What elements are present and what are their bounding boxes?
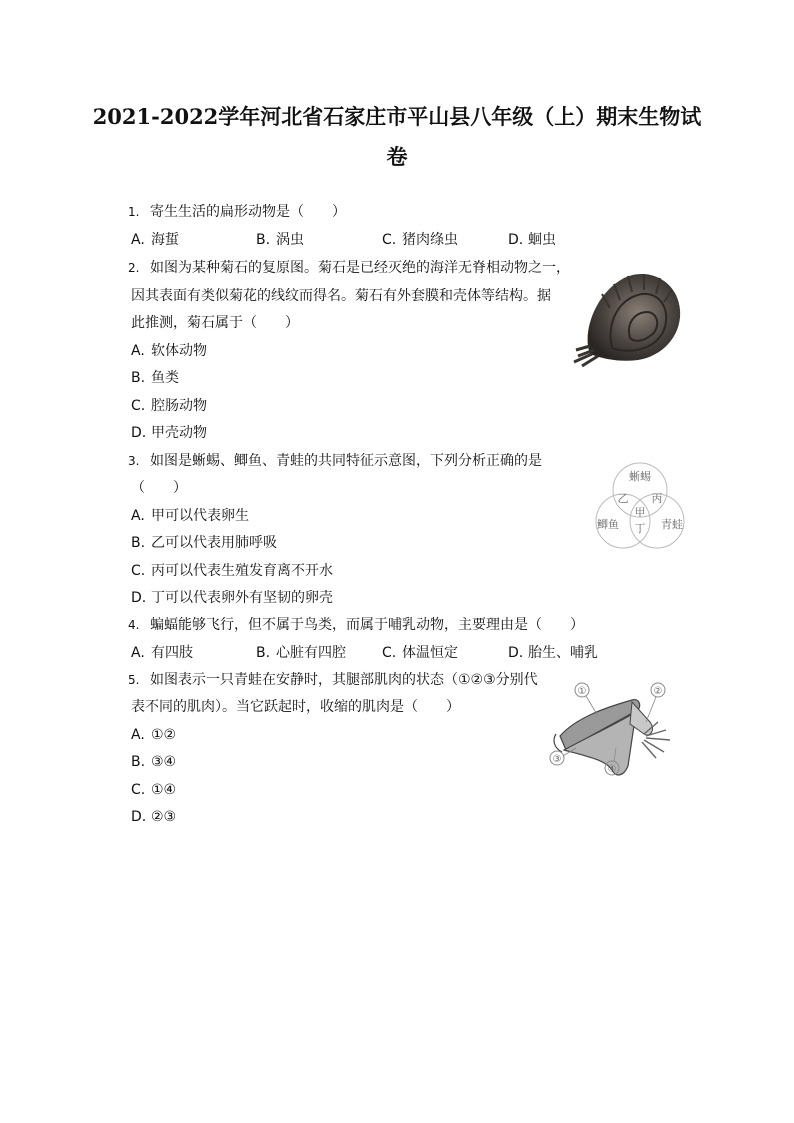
muscle-label-3: ③ [552, 754, 562, 765]
question-3-stem-line-1 [128, 451, 542, 471]
option-d[interactable]: D. 蛔虫 [508, 232, 556, 248]
venn-label-fish: 鲫鱼 [597, 518, 619, 531]
stem-text: 如图为某种菊石的复原图。菊石是已经灭绝的海洋无脊相动物之一， [150, 260, 570, 276]
question-number: 5. [128, 673, 140, 687]
question-4-stem [128, 615, 584, 635]
muscle-label-1: ① [577, 686, 587, 697]
question-5-stem-line-1 [128, 670, 538, 690]
option-c[interactable]: C. 猪肉绦虫 [382, 232, 458, 248]
option-c[interactable]: C. 体温恒定 [382, 645, 458, 661]
option-a[interactable]: A. 有四肢 [131, 645, 193, 661]
question-5-option-a[interactable]: A. ①② [131, 727, 177, 743]
venn-label-ding: 丁 [634, 522, 646, 535]
question-1-stem [128, 202, 346, 222]
question-2-option-c[interactable]: C. 腔肠动物 [131, 398, 207, 414]
option-b[interactable]: B. 心脏有四腔 [256, 645, 346, 661]
venn-label-yi: 乙 [617, 492, 629, 505]
venn-label-bing: 丙 [651, 492, 663, 505]
question-3-option-d[interactable]: D. 丁可以代表卵外有坚韧的卵壳 [131, 590, 333, 606]
question-2-option-d[interactable]: D. 甲壳动物 [131, 425, 207, 441]
stem-text: 蝙蝠能够飞行，但不属于鸟类，而属于哺乳动物，主要理由是（ ） [150, 617, 584, 633]
question-number: 1. [128, 205, 140, 219]
question-3-option-c[interactable]: C. 丙可以代表生殖发育离不开水 [131, 563, 333, 579]
frog-leg-muscle-figure [546, 678, 694, 790]
question-2-stem-line-1 [128, 258, 570, 278]
question-3-option-a[interactable]: A. 甲可以代表卵生 [131, 508, 249, 524]
option-b[interactable]: B. 涡虫 [256, 232, 304, 248]
question-3-option-b[interactable]: B. 乙可以代表用肺呼吸 [131, 535, 277, 551]
venn-label-frog: 青蛙 [661, 518, 683, 531]
question-5-option-c[interactable]: C. ①④ [131, 782, 177, 798]
option-d[interactable]: D. 胎生、哺乳 [508, 645, 598, 661]
question-2-stem-line-2: 因其表面有类似菊花的线纹而得名。菊石有外套膜和壳体等结构。据 [131, 288, 551, 304]
venn-label-jia: 甲 [634, 506, 646, 519]
question-number: 3. [128, 454, 140, 468]
question-5-option-b[interactable]: B. ③④ [131, 754, 177, 770]
title-line-1: 2021-2022学年河北省石家庄市平山县八年级（上）期末生物试 [92, 104, 702, 129]
ammonite-figure [572, 264, 684, 368]
question-2-option-a[interactable]: A. 软体动物 [131, 343, 207, 359]
question-2-option-b[interactable]: B. 鱼类 [131, 370, 179, 386]
question-number: 4. [128, 618, 140, 632]
muscle-label-2: ② [653, 686, 663, 697]
stem-text: 如图表示一只青蛙在安静时，其腿部肌肉的状态（①②③分别代 [150, 672, 538, 688]
option-a[interactable]: A. 海蜇 [131, 232, 179, 248]
question-2-stem-line-3: 此推测，菊石属于（ ） [131, 315, 299, 331]
stem-text: 如图是蜥蜴、鲫鱼、青蛙的共同特征示意图，下列分析正确的是 [150, 453, 542, 469]
page-title [0, 97, 794, 177]
question-5-option-d[interactable]: D. ②③ [131, 809, 177, 825]
title-line-2: 卷 [386, 144, 408, 169]
question-5-stem-line-2: 表不同的肌肉）。当它跃起时，收缩的肌肉是（ ） [131, 699, 460, 715]
question-3-stem-line-2: （ ） [131, 480, 187, 496]
venn-diagram-figure [590, 458, 690, 552]
venn-label-lizard: 蜥蜴 [629, 470, 651, 483]
stem-text: 寄生生活的扁形动物是（ ） [150, 204, 346, 220]
question-number: 2. [128, 261, 140, 275]
muscle-label-4: ④ [607, 764, 617, 775]
